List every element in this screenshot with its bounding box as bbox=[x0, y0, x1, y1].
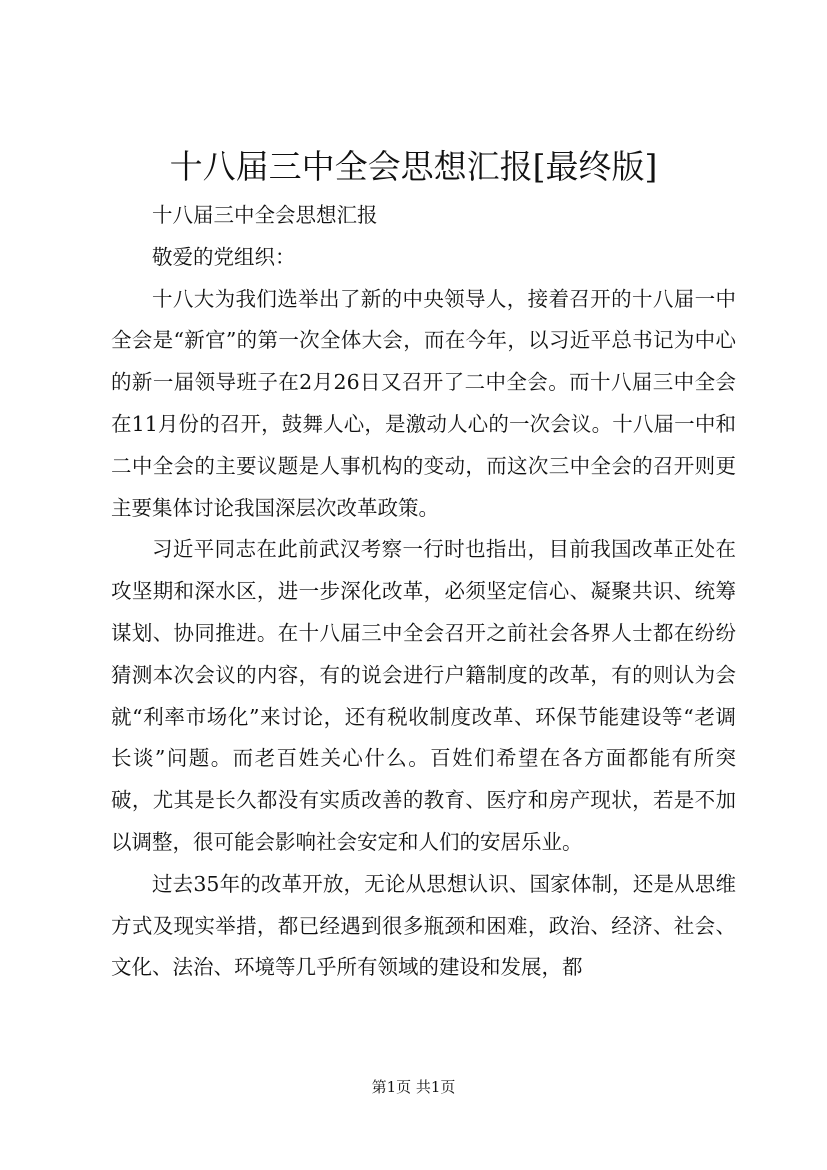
document-title: 十八届三中全会思想汇报[最终版] bbox=[169, 147, 658, 186]
document-body bbox=[111, 195, 736, 989]
body-paragraph: 十八大为我们选举出了新的中央领导人，接着召开的十八届一中全会是“新官”的第一次全体大会，而在今年，以习近平总书记为中心的新一届领导班子在2月26日又召开了二中全会。而十八届三中全会在11月份的召开，鼓舞人心，是激动人心的一次会议。十八届一中和二中全会的主要议题是人事机构的变动，而这次三中全会的召开则更主要集体讨论我国深层次改革政策。 bbox=[111, 286, 736, 520]
page-footer: 第1页 共1页 bbox=[371, 1078, 456, 1096]
subtitle-paragraph: 十八届三中全会思想汇报 bbox=[152, 203, 378, 227]
body-paragraph: 过去35年的改革开放，无论从思想认识、国家体制，还是从思维方式及现实举措，都已经遇到很多瓶颈和困难，政治、经济、社会、文化、法治、环境等几乎所有领域的建设和发展，都 bbox=[111, 871, 736, 980]
body-paragraph: 习近平同志在此前武汉考察一行时也指出，目前我国改革正处在攻坚期和深水区，进一步深化改革，必须坚定信心、凝聚共识、统筹谋划、协同推进。在十八届三中全会召开之前社会各界人士都在纷纷猜测本次会议的内容，有的说会进行户籍制度的改革，有的则认为会就“利率市场化”来讨论，还有税收制度改革、环保节能建设等“老调长谈”问题。而老百姓关心什么。百姓们希望在各方面都能有所突破，尤其是长久都没有实质改善的教育、医疗和房产现状，若是不加以调整，很可能会影响社会安定和人们的安居乐业。 bbox=[111, 537, 736, 854]
salutation-paragraph: 敬爱的党组织： bbox=[152, 244, 296, 269]
